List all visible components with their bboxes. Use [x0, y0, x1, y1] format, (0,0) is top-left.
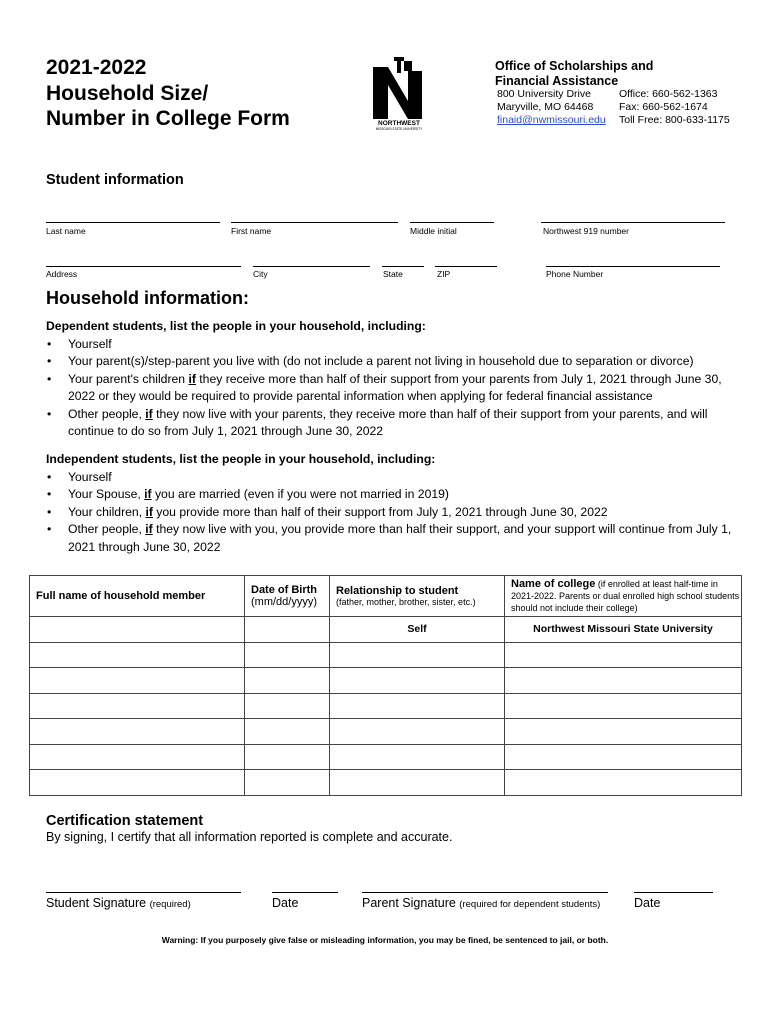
first-name-label: First name — [231, 226, 272, 236]
list-item — [46, 371, 746, 406]
email-link[interactable]: finaid@nwmissouri.edu — [497, 114, 606, 126]
middle-initial-field[interactable] — [410, 222, 494, 223]
form-title — [46, 55, 290, 132]
emphasis-if: if — [145, 504, 153, 519]
address-line: Maryville, MO 64468 — [497, 101, 594, 113]
table-cell[interactable] — [505, 668, 742, 694]
list-item — [46, 406, 746, 441]
table-cell[interactable] — [505, 642, 742, 668]
table-cell[interactable] — [30, 719, 245, 745]
table-cell[interactable] — [30, 668, 245, 694]
table-row — [30, 693, 742, 719]
office-line: Financial Assistance — [495, 73, 619, 88]
student-signature-note: (required) — [149, 899, 191, 910]
state-field[interactable] — [382, 266, 424, 267]
logo-subtext: MISSOURI STATE UNIVERSITY — [375, 127, 423, 131]
certification-text: By signing, I certify that all information reported is complete and accurate. — [46, 830, 453, 844]
list-item — [46, 521, 746, 556]
emphasis-if: if — [145, 406, 153, 421]
item-text: Your children, — [68, 504, 146, 519]
first-name-field[interactable] — [231, 222, 398, 223]
title-line: Number in College Form — [46, 107, 290, 130]
table-cell[interactable] — [505, 719, 742, 745]
city-field[interactable] — [253, 266, 370, 267]
col-relationship-sub: (father, mother, brother, sister, etc.) — [336, 597, 476, 607]
item-text: Your parent's children — [68, 371, 189, 386]
col-dob-main: Date of Birth — [251, 584, 317, 596]
student-info-heading: Student information — [46, 172, 184, 188]
item-text: you provide more than half of their support from July 1, 2021 through June 30, 2022 — [152, 504, 608, 519]
table-cell[interactable] — [30, 617, 245, 643]
table-cell[interactable] — [245, 617, 330, 643]
parent-signature-note: (required for dependent students) — [459, 899, 601, 910]
col-dob-header — [245, 576, 330, 617]
item-text: Your parent(s)/step-parent you live with (do not include a parent not living in household due to separation or divorce) — [68, 354, 694, 368]
northwest-919-label: Northwest 919 number — [543, 226, 629, 236]
table-cell[interactable] — [505, 693, 742, 719]
item-text: Your Spouse, — [68, 487, 145, 501]
table-cell[interactable] — [245, 668, 330, 694]
table-cell[interactable] — [30, 744, 245, 770]
col-college-sub: (if enrolled at least half-time in 2021-2022. Parents or dual enrolled high school students should not include their college) — [511, 579, 740, 613]
zip-label: ZIP — [437, 269, 451, 279]
item-text: you are married (even if you were not married in 2019) — [151, 487, 449, 501]
table-cell[interactable] — [330, 693, 505, 719]
student-signature-field[interactable] — [46, 892, 241, 893]
table-cell[interactable] — [30, 693, 245, 719]
col-full-name-header: Full name of household member — [30, 576, 245, 617]
independent-lead: Independent students, list the people in your household, including: — [46, 452, 436, 466]
northwest-919-field[interactable] — [541, 222, 725, 223]
table-cell[interactable] — [330, 744, 505, 770]
household-heading: Household information: — [46, 288, 249, 308]
emphasis-if: if — [188, 371, 196, 386]
list-item — [46, 504, 746, 522]
table-row — [30, 642, 742, 668]
date-field-2[interactable] — [634, 892, 713, 893]
title-line: Household Size/ — [46, 81, 209, 105]
last-name-field[interactable] — [46, 222, 220, 223]
list-item — [46, 469, 746, 487]
table-cell[interactable] — [505, 770, 742, 796]
table-cell[interactable] — [245, 744, 330, 770]
logo-text: NORTHWEST — [378, 120, 420, 127]
parent-signature-text: Parent Signature — [362, 896, 456, 910]
last-name-label: Last name — [46, 226, 86, 236]
col-relationship-header — [330, 576, 505, 617]
table-cell[interactable] — [505, 744, 742, 770]
table-cell[interactable] — [245, 693, 330, 719]
city-label: City — [253, 269, 268, 279]
item-text: they now live with you, you provide more than half their support, and your support will continue from July 1, 2021 through June 30, 2022 — [68, 522, 732, 554]
phone-label: Phone Number — [546, 269, 604, 279]
address-line: 800 University Drive — [497, 88, 591, 100]
table-cell[interactable]: Self — [330, 617, 505, 643]
table-cell[interactable] — [245, 719, 330, 745]
col-college-main: Name of college — [511, 578, 596, 590]
list-item — [46, 486, 746, 504]
col-relationship-main: Relationship to student — [336, 585, 459, 597]
emphasis-if: if — [144, 487, 152, 501]
state-label: State — [383, 269, 403, 279]
emphasis-if: if — [145, 522, 153, 536]
warning-text: Warning: If you purposely give false or misleading information, you may be fined, be sentenced to jail, or both. — [161, 935, 609, 945]
date-label-2: Date — [634, 896, 661, 910]
table-cell[interactable] — [245, 770, 330, 796]
table-cell[interactable] — [330, 719, 505, 745]
table-row — [30, 770, 742, 796]
middle-initial-label: Middle initial — [410, 226, 457, 236]
item-text: Yourself — [68, 469, 112, 484]
dependent-list — [46, 336, 746, 441]
table-cell[interactable] — [330, 770, 505, 796]
item-text: Yourself — [68, 336, 112, 351]
dependent-section — [46, 318, 746, 441]
table-row — [30, 719, 742, 745]
table-cell[interactable]: Northwest Missouri State University — [505, 617, 742, 643]
table-row — [30, 668, 742, 694]
toll-free-number: Toll Free: 800-633-1175 — [619, 114, 730, 126]
item-text: they receive more than half of their support from your parents from July 1, 2021 through June 30, 2022 or they would be required to provide parental information when applying for federal financial assistance — [68, 371, 722, 403]
certification-heading: Certification statement — [46, 813, 204, 829]
office-address — [497, 88, 606, 127]
title-line: 2021-2022 — [46, 56, 147, 79]
item-text: they now live with your parents, they receive more than half of their support from your parents, and will continue to do so from July 1, 2021 through June 30, 2022 — [68, 406, 708, 438]
northwest-logo — [370, 57, 428, 131]
table-header-row — [30, 576, 742, 617]
dependent-lead: Dependent students, list the people in your household, including: — [46, 319, 426, 333]
phone-field[interactable] — [546, 266, 720, 267]
table-row — [30, 617, 742, 643]
office-phone: Office: 660-562-1363 — [619, 88, 718, 100]
col-college-header — [505, 576, 742, 617]
office-phones — [619, 88, 730, 127]
list-item — [46, 353, 746, 371]
list-item — [46, 336, 746, 354]
fax-number: Fax: 660-562-1674 — [619, 101, 708, 113]
table-cell[interactable] — [330, 668, 505, 694]
address-label: Address — [46, 269, 78, 279]
parent-signature-label — [362, 896, 600, 910]
independent-section — [46, 451, 746, 556]
item-text: Other people, — [68, 522, 146, 536]
table-cell[interactable] — [330, 642, 505, 668]
table-cell[interactable] — [245, 642, 330, 668]
date-label-1: Date — [272, 896, 299, 910]
student-signature-label — [46, 896, 191, 910]
office-line: Office of Scholarships and — [495, 59, 654, 73]
office-name — [495, 59, 653, 88]
zip-field[interactable] — [435, 266, 497, 267]
household-table — [29, 575, 742, 796]
student-signature-text: Student Signature — [46, 896, 147, 910]
col-dob-sub: (mm/dd/yyyy) — [251, 596, 317, 608]
item-text: Other people, — [68, 406, 146, 421]
table-row — [30, 744, 742, 770]
parent-signature-field[interactable] — [362, 892, 608, 893]
independent-list — [46, 469, 746, 557]
table-cell[interactable] — [30, 770, 245, 796]
table-cell[interactable] — [30, 642, 245, 668]
address-field[interactable] — [46, 266, 241, 267]
date-field-1[interactable] — [272, 892, 338, 893]
